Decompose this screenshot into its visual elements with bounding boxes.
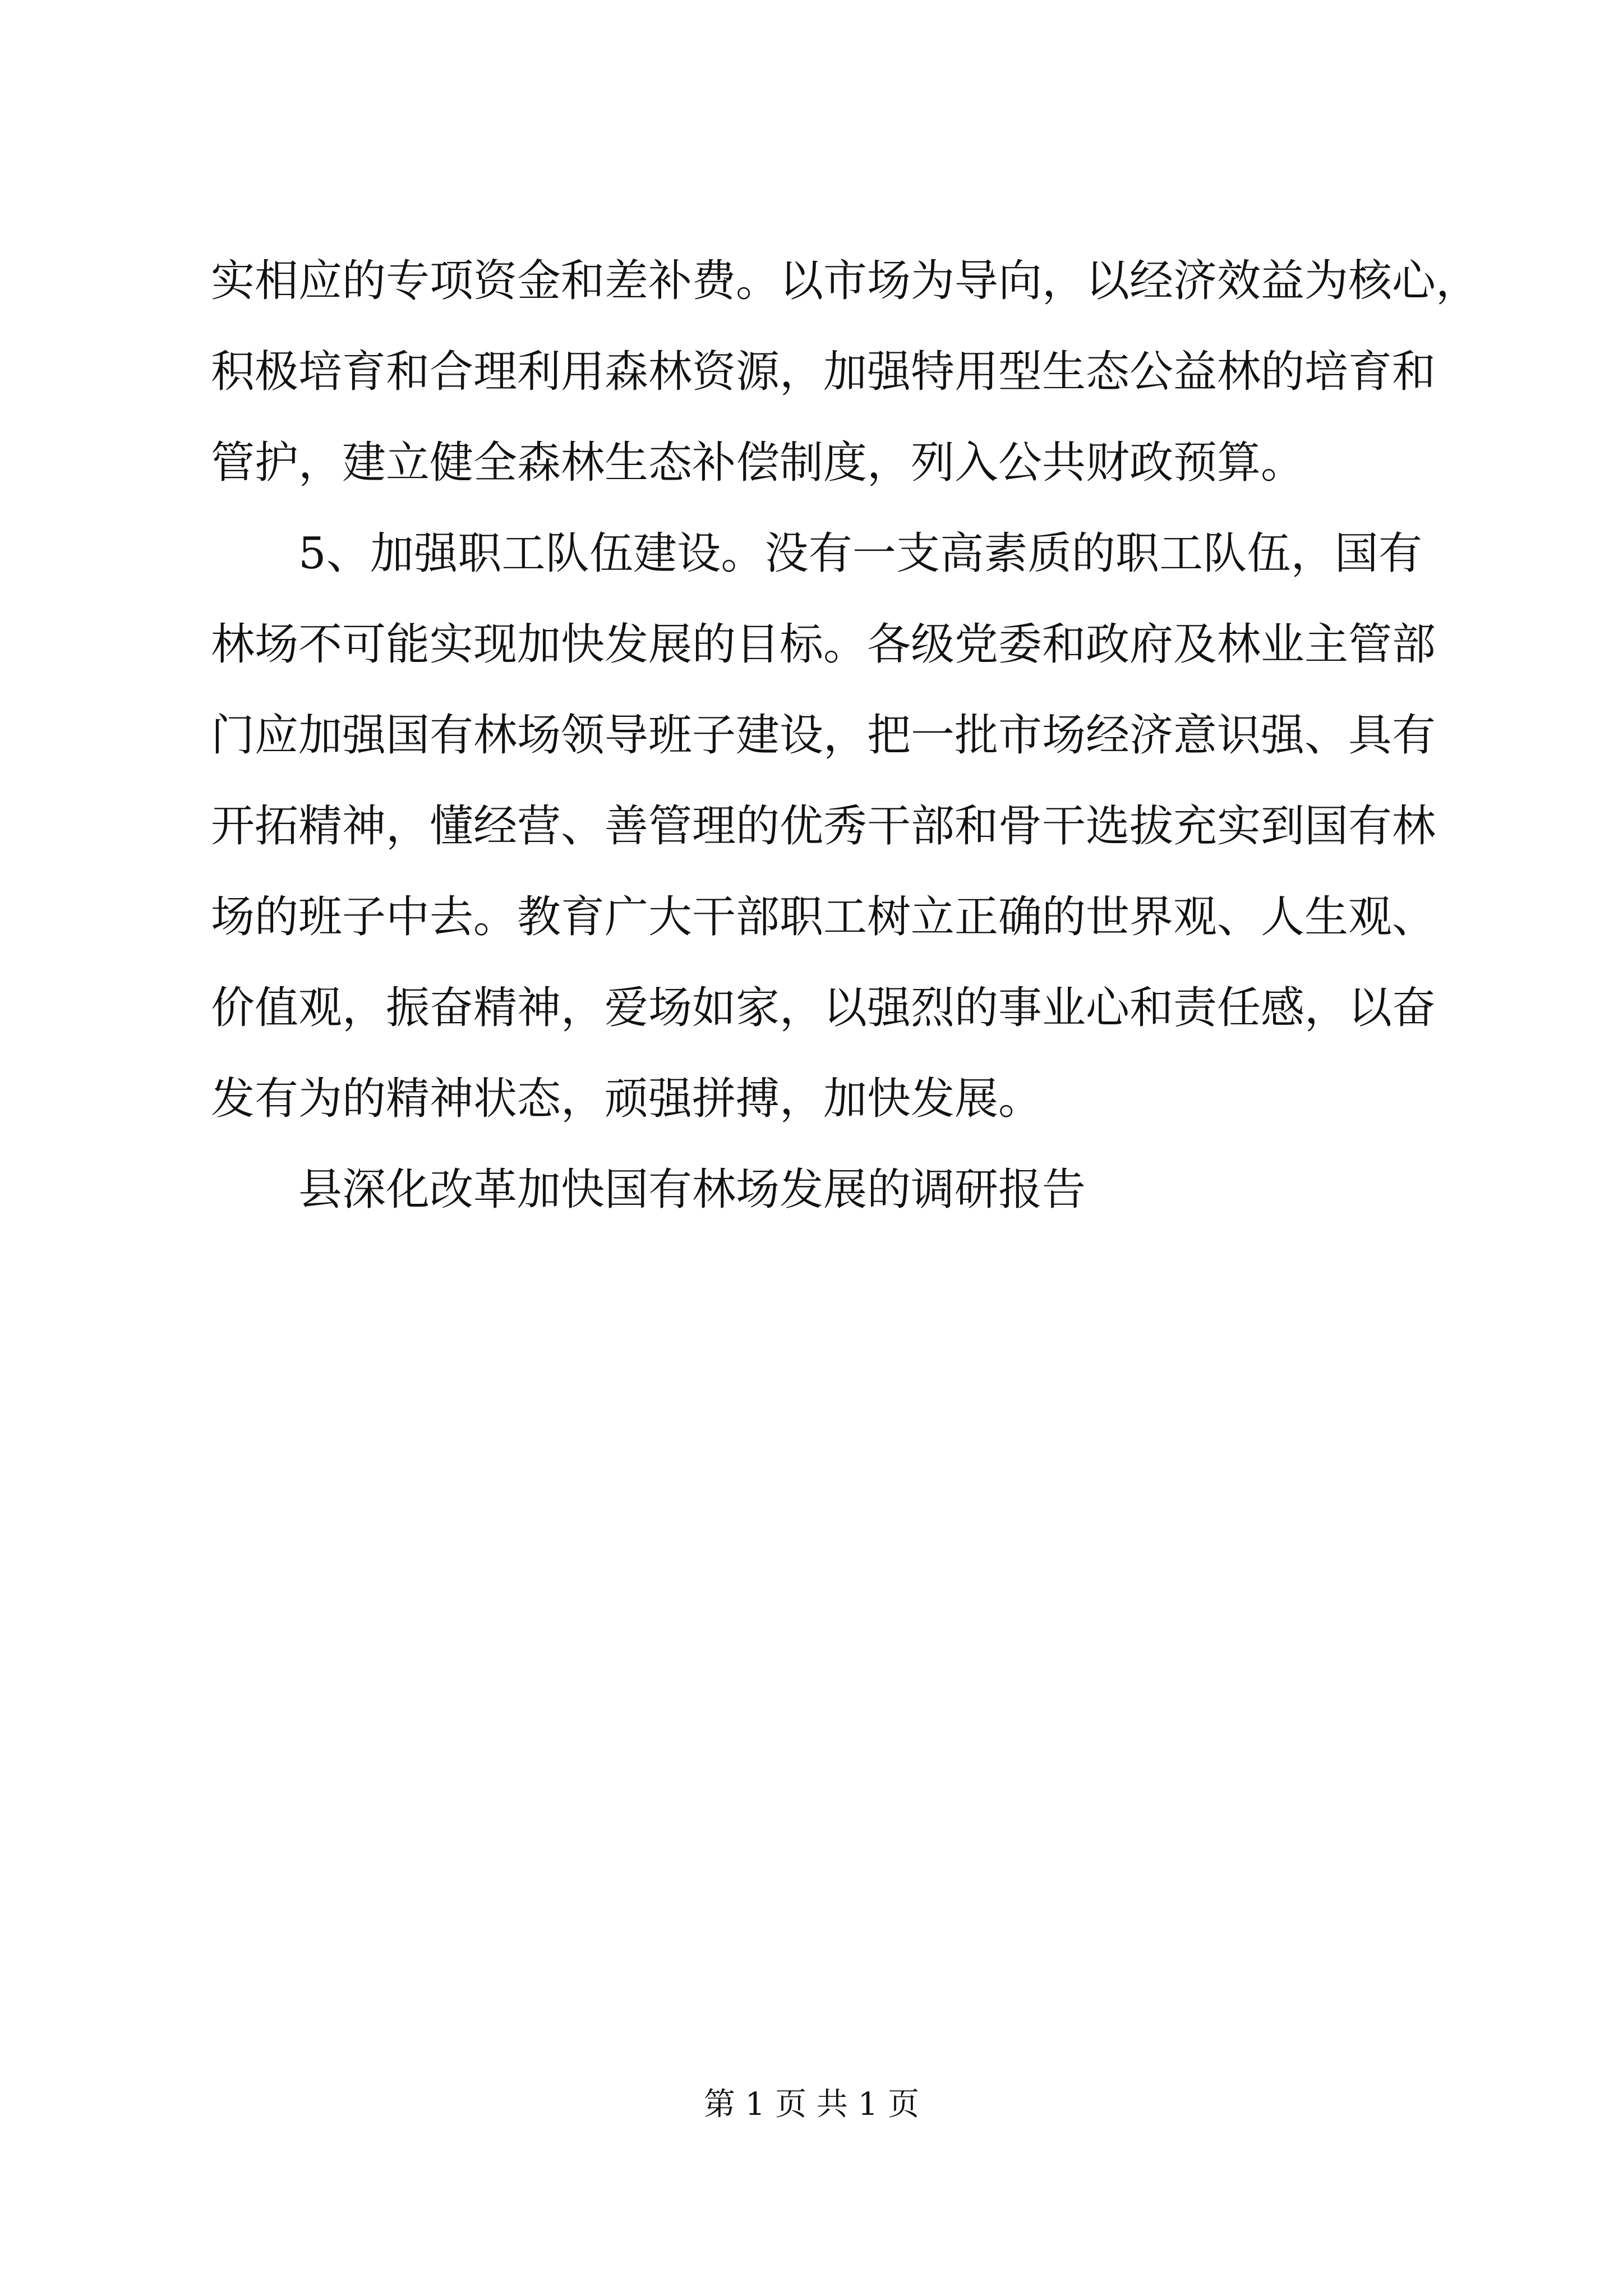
text-line: 管护，建立健全森林生态补偿制度，列入公共财政预算。 <box>211 438 1305 488</box>
page-footer: 第 1 页 共 1 页 <box>703 2086 920 2123</box>
text-line: 门应加强国有林场领导班子建设，把一批市场经济意识强、具有 <box>211 710 1436 761</box>
text-line: 场的班子中去。教育广大干部职工树立正确的世界观、人生观、 <box>211 892 1436 942</box>
text-line: 林场不可能实现加快发展的目标。各级党委和政府及林业主管部 <box>211 619 1436 670</box>
text-line: 开拓精神，懂经营、善管理的优秀干部和骨干选拔充实到国有林 <box>211 801 1436 852</box>
text-line: 5、加强职工队伍建设。没有一支高素质的职工队伍，国有 <box>298 528 1422 579</box>
text-line: 积极培育和合理利用森林资源，加强特用型生态公益林的培育和 <box>211 347 1436 397</box>
document-body <box>211 236 1480 1235</box>
text-line: 价值观，振奋精神，爱场如家，以强烈的事业心和责任感，以奋 <box>211 983 1436 1033</box>
document-title-line: 县深化改革加快国有林场发展的调研报告 <box>298 1165 1086 1215</box>
text-line: 实相应的专项资金和差补费。以市场为导向，以经济效益为核心， <box>211 256 1480 306</box>
text-line: 发有为的精神状态，顽强拼搏，加快发展。 <box>211 1074 1043 1124</box>
